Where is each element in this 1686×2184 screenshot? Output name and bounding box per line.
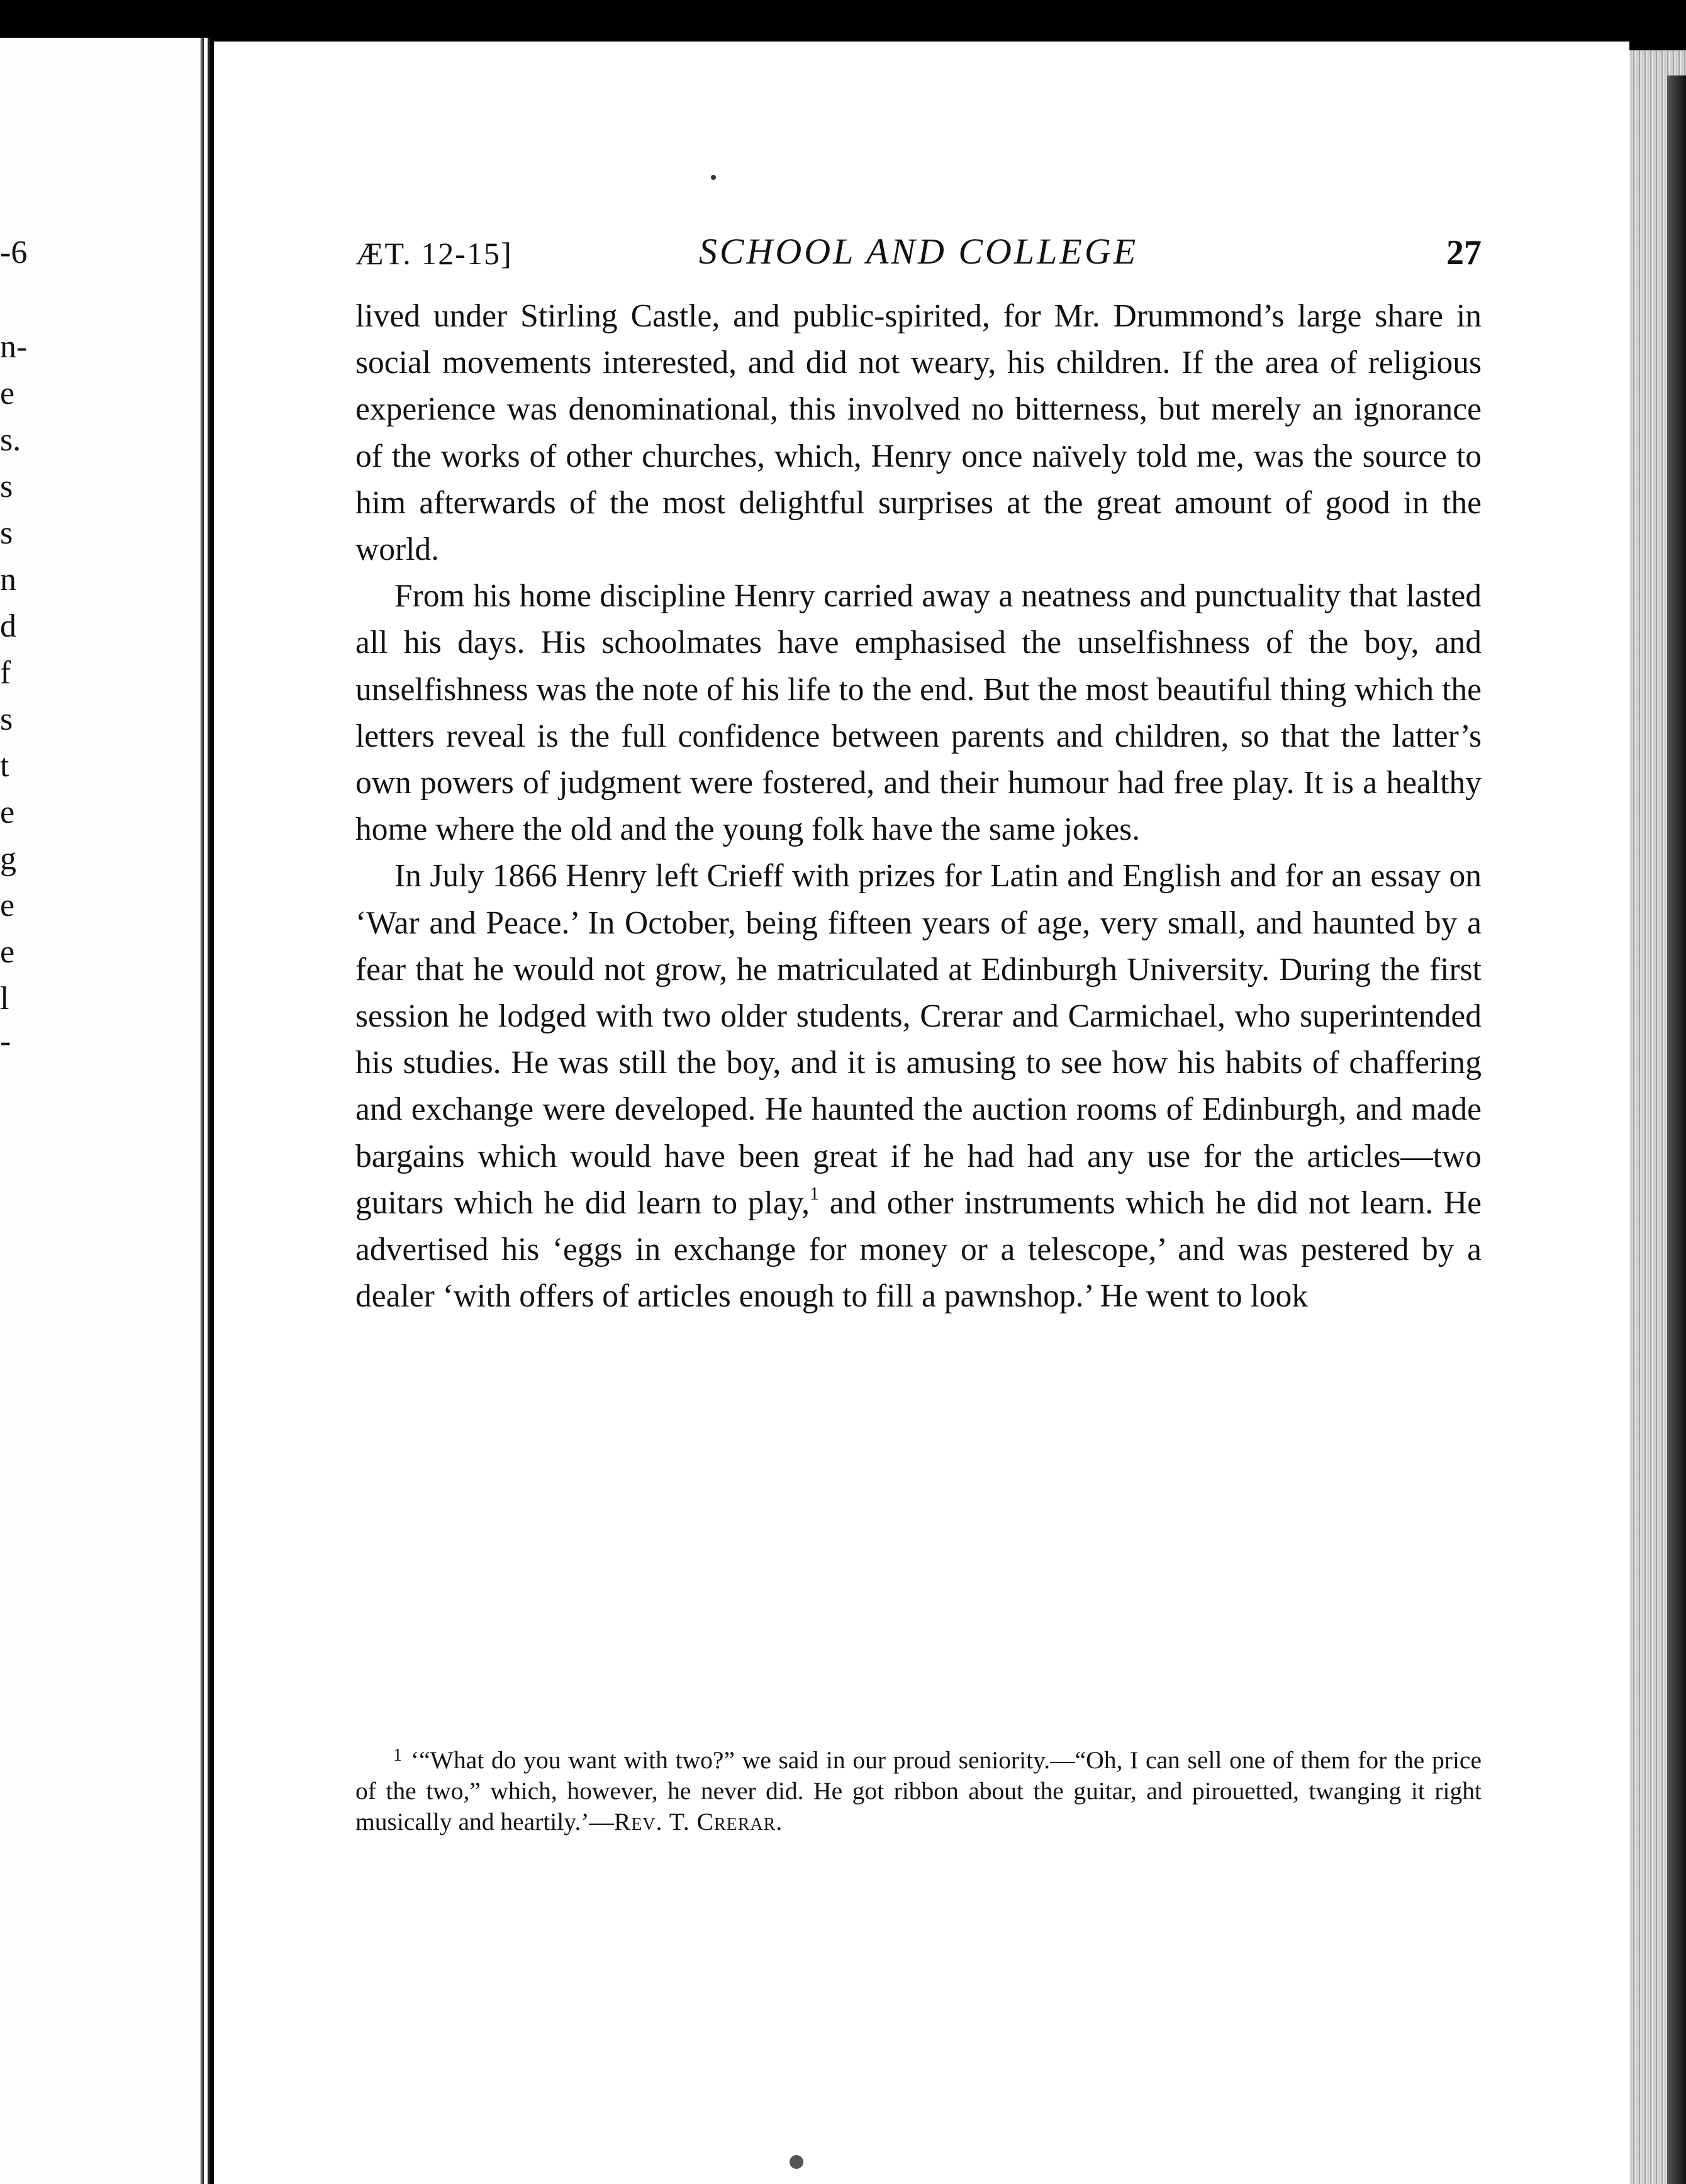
book-page bbox=[214, 42, 1629, 2184]
bottom-mark bbox=[790, 2155, 803, 2169]
footnote-text: ‘“What do you want with two?” we said in our proud seniority.—“Oh, I can sell one of them for the price of the two,” which, however, he never did. He got ribbon about the guitar, and pirouetted, twanging it right musically and heartily.’— bbox=[355, 1746, 1482, 1836]
footnote-author: Rev. T. Crerar. bbox=[613, 1808, 783, 1836]
left-page-fragment: s bbox=[0, 469, 13, 504]
paragraph bbox=[355, 853, 1482, 1320]
left-page-fragment: e bbox=[0, 376, 15, 411]
page-number: 27 bbox=[1446, 233, 1482, 272]
left-page-fragment: n bbox=[0, 562, 16, 598]
paragraph: lived under Stirling Castle, and public-spirited, for Mr. Drummond’s large share in social movements interested, and did not weary, his children. If the area of religious experience was denominational, this involved no bitterness, but merely an ignorance of the works of other churches, which, Henry once naïvely told me, was the source to him afterwards of the most delightful surprises at the great amount of good in the world. bbox=[355, 298, 1482, 568]
left-page-fragment: e bbox=[0, 934, 15, 970]
running-header bbox=[355, 230, 1482, 274]
left-page-fragment: s. bbox=[0, 422, 21, 458]
left-page-fragment: s bbox=[0, 701, 13, 737]
left-page-fragment: s bbox=[0, 515, 13, 551]
left-page-fragment: e bbox=[0, 888, 15, 923]
left-page-fragment: -6 bbox=[0, 235, 28, 270]
body-text bbox=[355, 293, 1482, 1320]
paragraph-text: and other instruments which he did not learn. He advertised his ‘eggs in exchange for money or a telescope,’ and was pestered by a dealer ‘with offers of articles enough to fill a pawnshop.’ He went to look bbox=[355, 1184, 1482, 1315]
left-page-fragment: n- bbox=[0, 329, 28, 365]
page-edges-shadow bbox=[1667, 75, 1686, 2184]
left-page-fragment: - bbox=[0, 1023, 11, 1059]
left-page-fragment: d bbox=[0, 608, 16, 644]
previous-page-edge bbox=[0, 38, 210, 2184]
footnote bbox=[355, 1740, 1482, 1837]
left-page-fragment: e bbox=[0, 794, 15, 830]
paragraph-text: In July 1866 Henry left Crieff with prizes for Latin and English and for an essay on ‘War and Peace.’ In October, being fifteen years of age, very small, and haunted by a fear that he would not grow, he matriculated at Edinburgh University. During the first session he lodged with two older students, Crerar and Carmichael, who superintended his studies. He was still the boy, and it is amusing to see how his habits of chaffering and exchange were developed. He haunted the auction rooms of Edinburgh, and made bargains which would have been great if he had had any use for the articles—two guitars which he did learn to play, bbox=[355, 858, 1482, 1221]
footnote-reference: 1 bbox=[810, 1183, 819, 1204]
paragraph: From his home discipline Henry carried away a neatness and punctuality that lasted all his days. His schoolmates have emphasised the unselfishness of the boy, and unselfishness was the note of his life to the end. But the most beautiful thing which the letters reveal is the full confidence between parents and children, so that the latter’s own powers of judgment were fostered, and their humour had free play. It is a healthy home where the old and the young folk have the same jokes. bbox=[355, 578, 1482, 848]
gutter-shadow bbox=[200, 38, 204, 2184]
left-page-fragment: g bbox=[0, 841, 16, 877]
header-age-range: ÆT. 12-15] bbox=[355, 236, 513, 271]
speck bbox=[711, 175, 716, 180]
header-title: SCHOOL AND COLLEGE bbox=[698, 231, 1139, 272]
footnote-mark: 1 bbox=[393, 1746, 402, 1765]
left-page-fragment: l bbox=[0, 981, 9, 1017]
top-shadow bbox=[0, 0, 1686, 42]
left-page-fragment: t bbox=[0, 748, 9, 784]
left-page-fragment: f bbox=[0, 655, 11, 691]
